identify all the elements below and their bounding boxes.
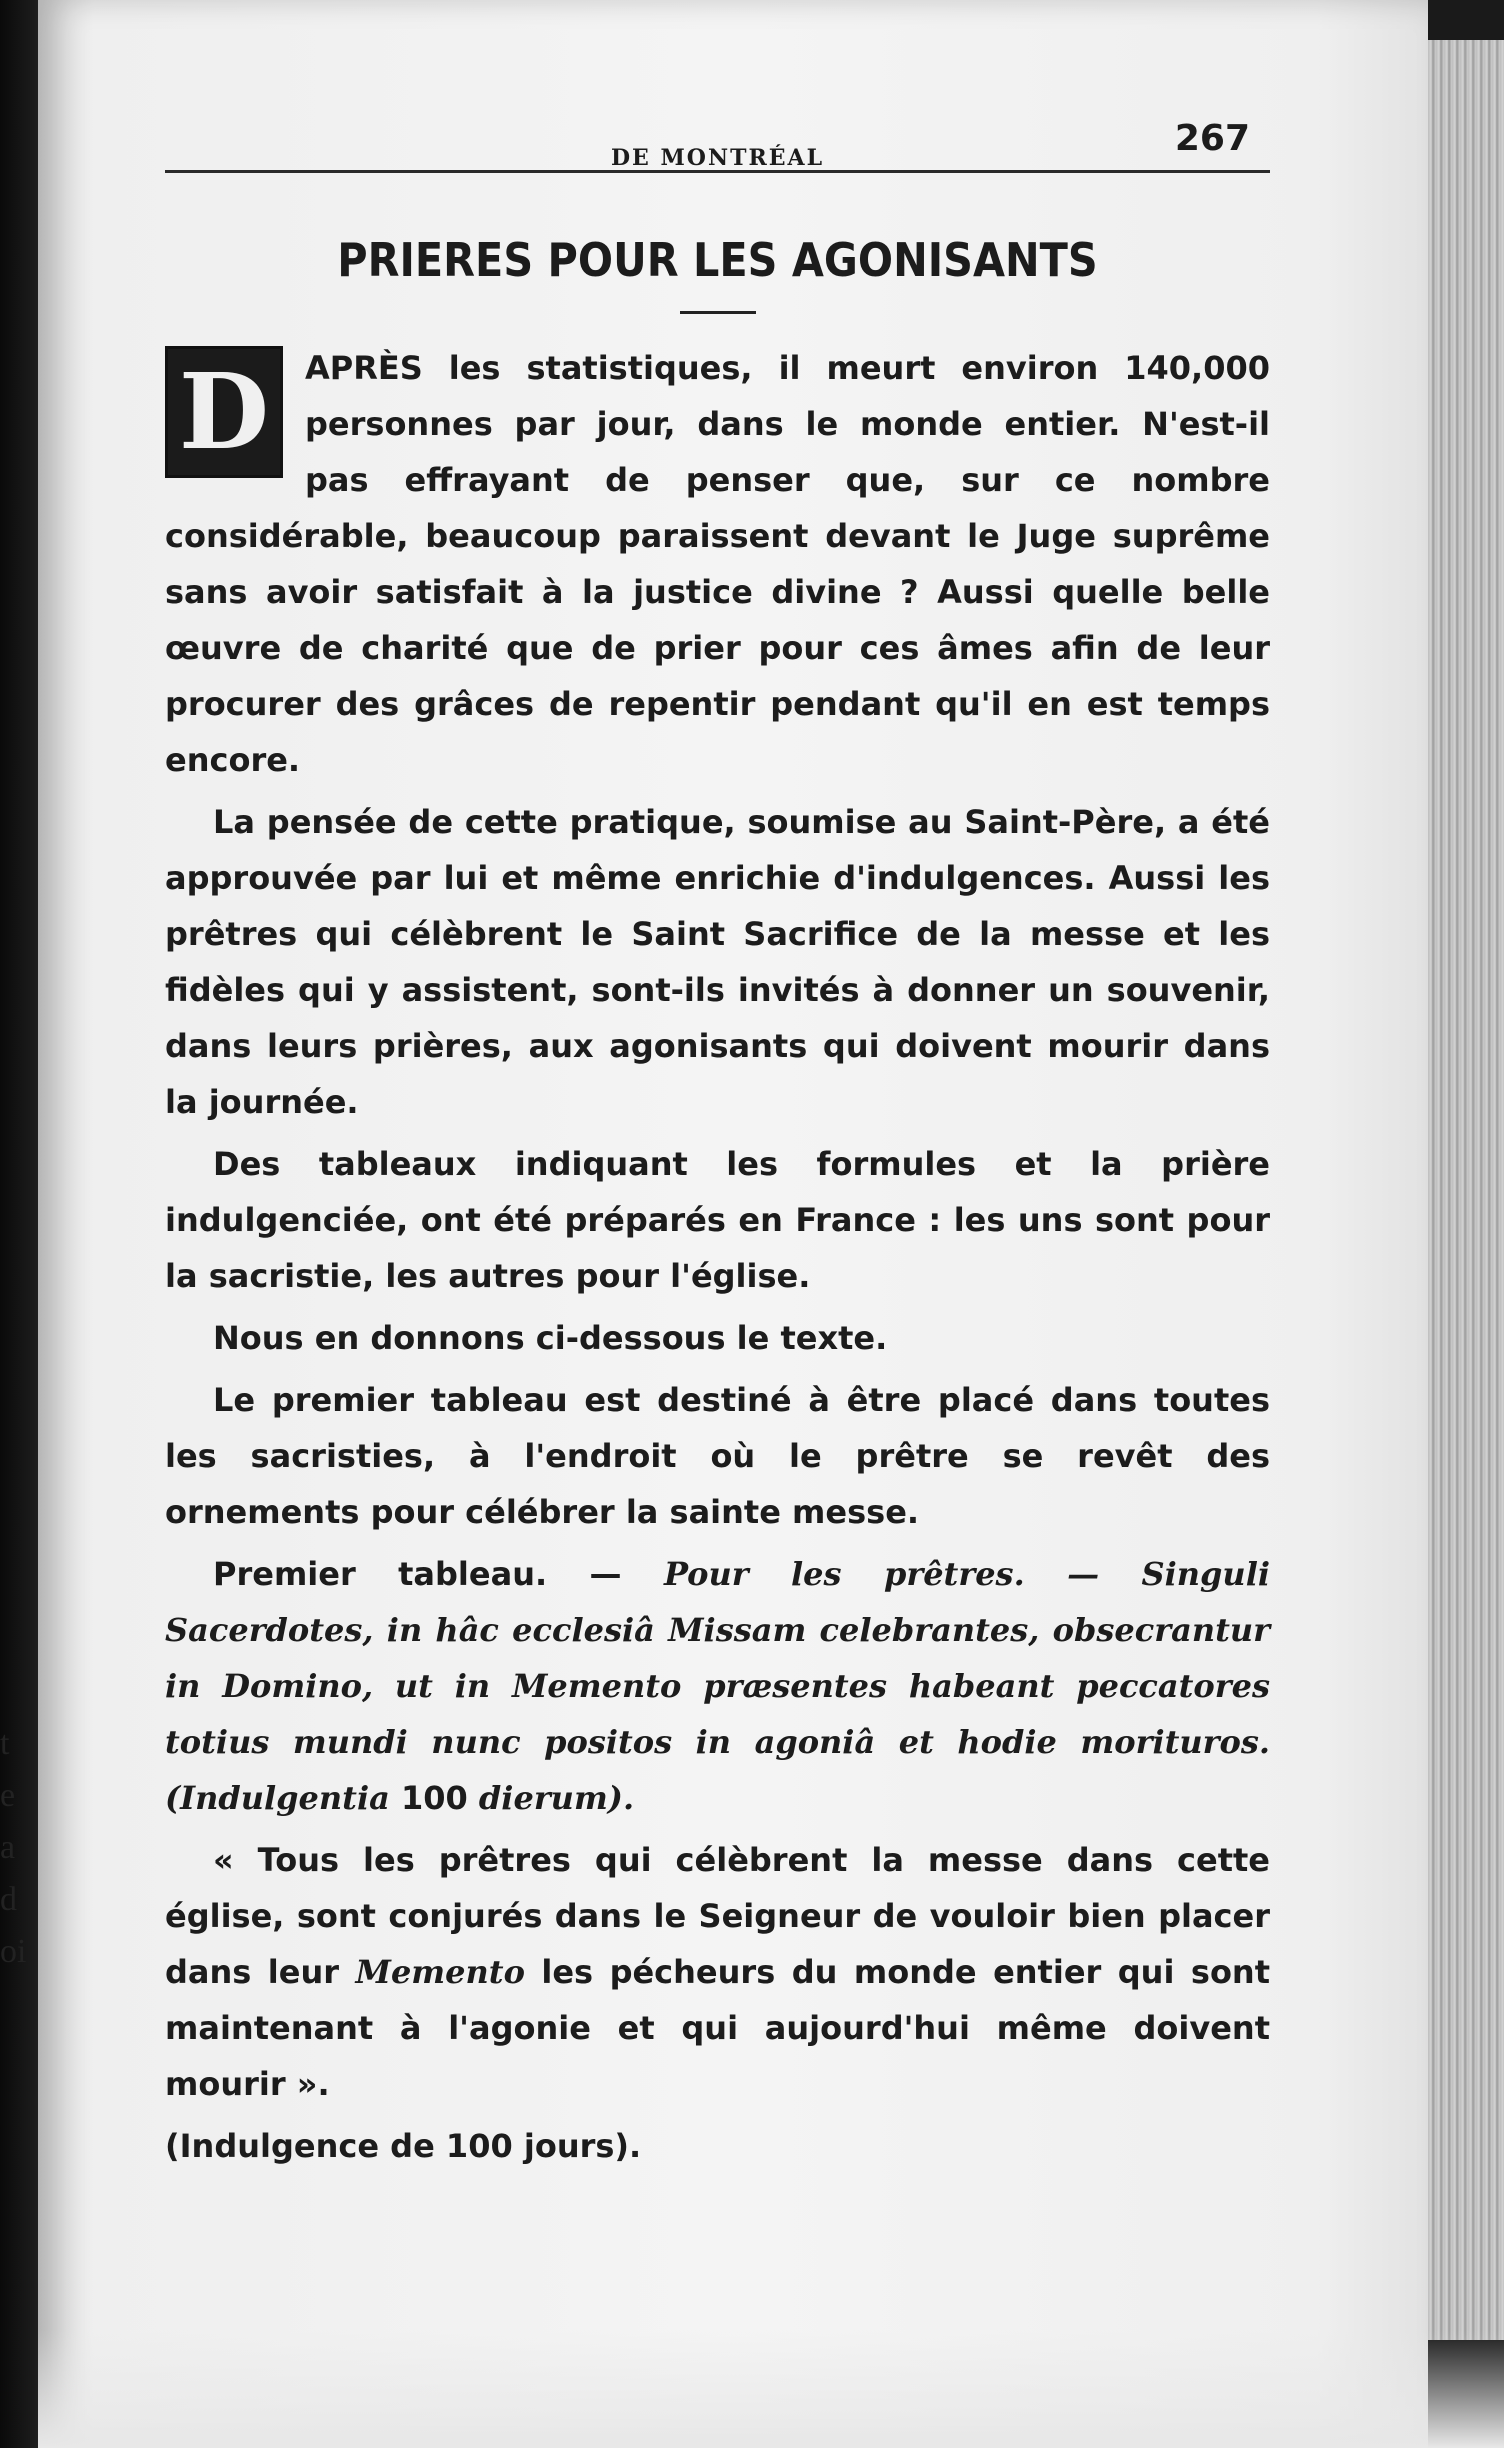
page-content [165,110,1270,2180]
translation-end: les pécheurs du monde entier qui sont maintenant à l'agonie et qui aujourd'hui même doivent mourir ». [165,1953,1271,2103]
latin-text: Pour les prêtres. — Singuli Sacerdotes, in hâc ecclesiâ Missam celebrantes, obsecrantur in Domino, ut in Memento præsentes habeant peccatores totius mundi nunc positos in agoniâ et hodie morituros. (Indulgentia [165,1555,1271,1817]
paragraph-approval: La pensée de cette pratique, soumise au Saint-Père, a été approuvée par lui et même enrichie d'indulgences. Aussi les prêtres qui célèbrent le Saint Sacrifice de la messe et les fidèles qui y assistent, sont-ils invités à donner un souvenir, dans leurs prières, aux agonisants qui doivent mourir dans la journée. [165,803,1270,1121]
running-header [165,110,1270,173]
latin-end: dierum). [467,1779,635,1817]
paragraph-texte: Nous en donnons ci-dessous le texte. [213,1319,888,1357]
paragraph-indulgence: (Indulgence de 100 jours). [165,2127,642,2165]
fragment-line: oi [0,1933,27,1970]
latin-lead: Premier tableau. — [213,1555,664,1593]
fragment-line: e [0,1777,16,1814]
paragraph-latin-formula [165,1546,1270,1826]
dropcap-letter: D [178,350,270,473]
paragraph-tableaux: Des tableaux indiquant les formules et la prière indulgenciée, ont été préparés en France : les uns sont pour la sacristie, les autres pour l'église. [165,1145,1270,1295]
page-number: 267 [1174,118,1250,159]
title-rule [680,311,756,314]
memento-word: Memento [355,1953,525,1991]
latin-days: 100 [400,1779,468,1817]
running-title: DE MONTRÉAL [610,145,825,171]
fragment-line: t [0,1725,10,1762]
fragment-line: a [0,1829,16,1866]
stacked-page-edges [1428,40,1504,2340]
previous-page-fragment [0,1718,30,1978]
fragment-line: d [0,1881,17,1918]
paragraph-intro: APRÈS les statistiques, il meurt environ 140,000 personnes par jour, dans le monde entier. N'est-il pas effrayant de penser que, sur ce nombre considérable, beaucoup paraissent devant le Juge suprême sans avoir satisfait à la justice divine ? Aussi quelle belle œuvre de charité que de prier pour ces âmes afin de leur procurer des grâces de repentir pendant qu'il en est temps encore. [165,349,1270,779]
dropcap-ornament [165,346,283,478]
chapter-title: PRIERES POUR LES AGONISANTS [337,233,1098,287]
paragraph-french-translation [165,1832,1270,2112]
page-bottom-shade [38,2330,1504,2448]
translation-start: « Tous les prêtres qui célèbrent la messe dans cette église, sont conjurés dans le Seigneur de vouloir bien placer dans leur [165,1841,1270,1991]
paragraph-premier-tableau: Le premier tableau est destiné à être placé dans toutes les sacristies, à l'endroit où le prêtre se revêt des ornements pour célébrer la sainte messe. [165,1381,1270,1531]
body-text [165,340,1270,2174]
